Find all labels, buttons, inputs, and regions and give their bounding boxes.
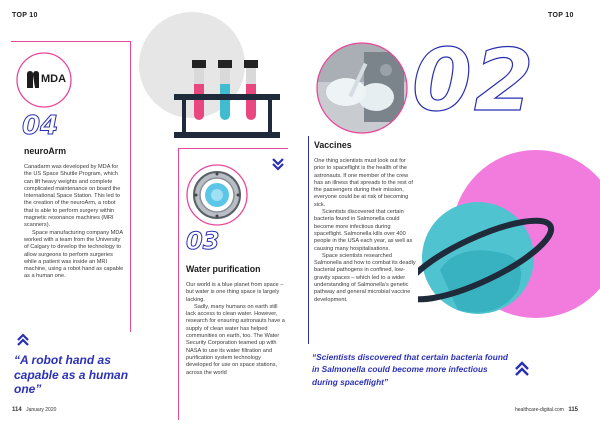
footer-right-site: healthcare-digital.com	[515, 407, 564, 413]
lab-photo	[316, 42, 408, 134]
vaccines-paragraph-3: Space scientists researched Salmonella and how to combat its deadly bacterial pathogens in confined, low-gravity spaces – which led to a wider understanding of Salmonella’s genetic pathway and general microbial vaccine development.	[314, 252, 416, 303]
number-02: 02	[412, 31, 536, 131]
chevron-down-icon	[271, 157, 285, 171]
neuroarm-quote: “A robot hand as capable as a human one”	[14, 353, 129, 396]
chevron-up-icon-right	[514, 361, 530, 377]
footer-left	[12, 407, 56, 413]
footer-left-page: 114	[12, 407, 22, 413]
vaccines-body	[314, 158, 416, 304]
middle-frame-line-top	[178, 148, 288, 149]
test-tubes-illustration	[168, 50, 286, 142]
vaccines-quote: “Scientists discovered that certain bacteria found in Salmonella could become more infectious during spaceflight”	[312, 352, 508, 387]
vaccines-title: Vaccines	[314, 140, 352, 150]
vaccines-paragraph-2: Scientists discovered that certain bacteria found in Salmonella could become more infectious during spaceflight. Salmonella kills over 400 people in the USA each year, as well as causing many hospitalisations.	[314, 209, 413, 252]
footer-left-date: January 2020	[26, 407, 57, 413]
water-purification-body	[186, 282, 286, 377]
water-paragraph-1: Our world is a blue planet from space – but water is one thing space is largely lacking.	[186, 282, 284, 303]
header-right-label: TOP 10	[548, 12, 574, 19]
neuroarm-body	[24, 164, 124, 281]
header-left-label: TOP 10	[12, 12, 38, 19]
water-purification-title: Water purification	[186, 264, 261, 274]
footer-right-page: 115	[568, 407, 578, 413]
vaccines-paragraph-1: One thing scientists must look out for prior to spaceflight is the health of the astronauts. If one member of the crew has an illness that spreads to the rest of the passengers during their mission, everyone could be at risk of becoming sick.	[314, 158, 413, 208]
middle-frame-line-left	[178, 148, 179, 420]
chevron-up-icon	[16, 333, 30, 347]
right-frame-line-left	[308, 136, 309, 344]
mda-logo-text: MDA	[41, 73, 67, 85]
water-paragraph-2: Sadly, many humans on earth still lack access to clean water. However, research for ensuring astronauts have a supply of clean water has helped communities on earth, too. The Water Security Corporation teamed up with NASA to use its water filtration and purification system technology developed for use on space stations, across the world	[186, 303, 285, 376]
planet-illustration	[418, 150, 600, 382]
neuroarm-title: neuroArm	[24, 146, 67, 156]
number-04: 04	[22, 111, 59, 141]
number-03: 03	[186, 227, 220, 255]
footer-right	[515, 407, 578, 413]
water-filter-illustration	[186, 164, 248, 226]
neuroarm-paragraph-2: Space manufacturing company MDA worked with a team from the University of Calgary to develop the technology to allow surgeons to perform surgeries while a patient was inside an MRI machine, using a robot hand as capable as a human one.	[24, 229, 124, 280]
neuroarm-paragraph-1: Canadarm was developed by MDA for the US Space Shuttle Program, which can lift heavy weights and complete complicated maintenance on board the International Space Station. This led to the creation of the neuroArm, a robot that is able to perform surgery within magnetic resonance machines (MRI scanners).	[24, 164, 121, 229]
